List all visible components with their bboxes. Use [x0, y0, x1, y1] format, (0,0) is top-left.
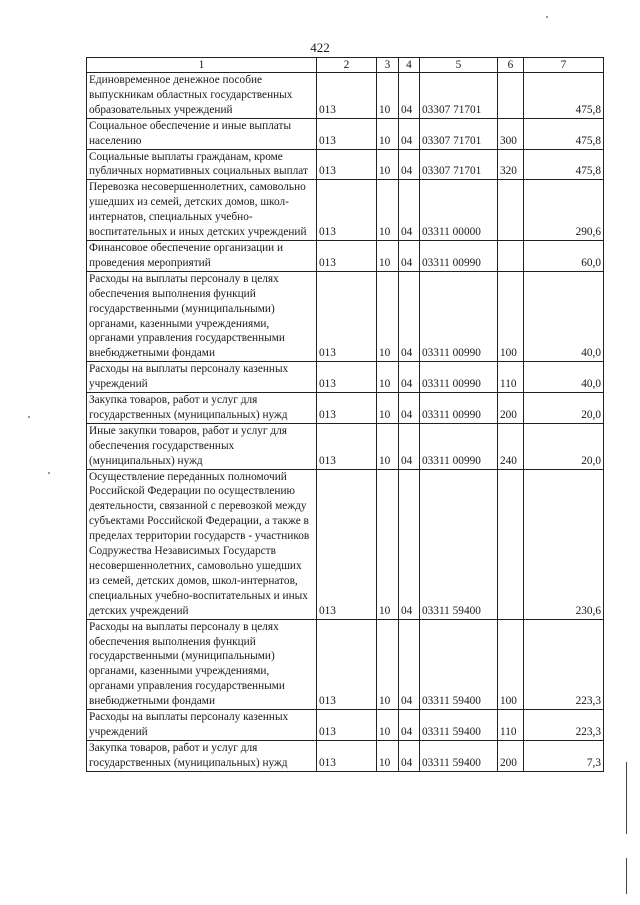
row-section-cell: 10 — [377, 149, 399, 180]
table-row — [87, 469, 604, 619]
row-type-cell: 200 — [498, 740, 524, 771]
table-row — [87, 240, 604, 271]
row-subsection-cell: 04 — [399, 740, 420, 771]
row-type-cell: 100 — [498, 271, 524, 361]
row-name-cell: Расходы на выплаты персоналу казенных учреждений — [87, 710, 317, 741]
row-section-cell: 10 — [377, 423, 399, 469]
row-section-cell: 10 — [377, 619, 399, 709]
table-row — [87, 740, 604, 771]
row-name-cell: Осуществление переданных полномочий Российской Федерации по осуществлению деятельности, связанной с перевозкой между субъектами Российской Федерации, а также в пределах территории государств - участников Содружества Независимых Государств несовершеннолетних, самовольно ушедших из семей, детских домов, школ-интернатов, специальных учебно-воспитательных и иных детских учреждений — [87, 469, 317, 619]
row-sum-cell: 40,0 — [524, 362, 604, 393]
row-sum-cell: 475,8 — [524, 73, 604, 119]
row-subsection-cell: 04 — [399, 619, 420, 709]
row-section-cell: 10 — [377, 393, 399, 424]
scan-margin-mark — [626, 858, 627, 894]
row-type-cell: 240 — [498, 423, 524, 469]
row-code-cell: 013 — [317, 271, 377, 361]
row-name-cell: Расходы на выплаты персоналу казенных учреждений — [87, 362, 317, 393]
table-row — [87, 180, 604, 241]
row-code-cell: 013 — [317, 710, 377, 741]
row-sum-cell: 60,0 — [524, 240, 604, 271]
table-row — [87, 271, 604, 361]
row-type-cell — [498, 469, 524, 619]
header-cell: 6 — [498, 58, 524, 73]
row-type-cell — [498, 240, 524, 271]
row-name-cell: Перевозка несовершеннолетних, самовольно ушедших из семей, детских домов, школ-интернатов, специальных учебно-воспитательных и иных детских учреждений — [87, 180, 317, 241]
row-type-cell: 300 — [498, 118, 524, 149]
row-name-cell: Закупка товаров, работ и услуг для государственных (муниципальных) нужд — [87, 393, 317, 424]
row-type-cell: 320 — [498, 149, 524, 180]
row-target-cell: 03311 00990 — [420, 423, 498, 469]
row-code-cell: 013 — [317, 469, 377, 619]
row-code-cell: 013 — [317, 149, 377, 180]
row-sum-cell: 20,0 — [524, 393, 604, 424]
row-name-cell: Расходы на выплаты персоналу в целях обеспечения выполнения функций государственными (муниципальными) органами, казенными учреждениями, органами управления государственными внебюджетными фондами — [87, 271, 317, 361]
row-sum-cell: 40,0 — [524, 271, 604, 361]
row-type-cell — [498, 180, 524, 241]
row-target-cell: 03307 71701 — [420, 73, 498, 119]
row-type-cell: 110 — [498, 362, 524, 393]
table-row — [87, 423, 604, 469]
table-row — [87, 710, 604, 741]
budget-table — [86, 57, 604, 772]
table-header-row — [87, 58, 604, 73]
scan-margin-mark — [626, 762, 627, 834]
row-type-cell: 200 — [498, 393, 524, 424]
scan-speck — [28, 416, 30, 418]
row-type-cell: 100 — [498, 619, 524, 709]
row-section-cell: 10 — [377, 271, 399, 361]
row-subsection-cell: 04 — [399, 240, 420, 271]
row-code-cell: 013 — [317, 118, 377, 149]
row-subsection-cell: 04 — [399, 271, 420, 361]
row-subsection-cell: 04 — [399, 180, 420, 241]
row-section-cell: 10 — [377, 118, 399, 149]
row-code-cell: 013 — [317, 73, 377, 119]
row-sum-cell: 20,0 — [524, 423, 604, 469]
row-target-cell: 03311 00990 — [420, 271, 498, 361]
page-number: 422 — [310, 40, 330, 55]
row-target-cell: 03307 71701 — [420, 149, 498, 180]
row-type-cell — [498, 73, 524, 119]
row-name-cell: Финансовое обеспечение организации и проведения мероприятий — [87, 240, 317, 271]
table-row — [87, 118, 604, 149]
row-code-cell: 013 — [317, 393, 377, 424]
row-target-cell: 03311 59400 — [420, 740, 498, 771]
row-name-cell: Социальное обеспечение и иные выплаты населению — [87, 118, 317, 149]
table-row — [87, 362, 604, 393]
row-sum-cell: 290,6 — [524, 180, 604, 241]
row-section-cell: 10 — [377, 180, 399, 241]
scan-speck — [546, 16, 548, 18]
row-name-cell: Расходы на выплаты персоналу в целях обеспечения выполнения функций государственными (муниципальными) органами, казенными учреждениями, органами управления государственными внебюджетными фондами — [87, 619, 317, 709]
row-section-cell: 10 — [377, 469, 399, 619]
row-target-cell: 03311 59400 — [420, 619, 498, 709]
header-cell: 3 — [377, 58, 399, 73]
table-row — [87, 149, 604, 180]
row-target-cell: 03311 00000 — [420, 180, 498, 241]
row-sum-cell: 7,3 — [524, 740, 604, 771]
row-sum-cell: 475,8 — [524, 118, 604, 149]
row-section-cell: 10 — [377, 240, 399, 271]
header-cell: 7 — [524, 58, 604, 73]
row-code-cell: 013 — [317, 362, 377, 393]
scan-speck — [48, 472, 50, 474]
row-section-cell: 10 — [377, 740, 399, 771]
header-cell: 2 — [317, 58, 377, 73]
row-subsection-cell: 04 — [399, 393, 420, 424]
row-target-cell: 03307 71701 — [420, 118, 498, 149]
table-row — [87, 393, 604, 424]
row-target-cell: 03311 59400 — [420, 469, 498, 619]
row-type-cell: 110 — [498, 710, 524, 741]
row-target-cell: 03311 00990 — [420, 393, 498, 424]
row-subsection-cell: 04 — [399, 469, 420, 619]
row-subsection-cell: 04 — [399, 149, 420, 180]
table-row — [87, 619, 604, 709]
row-name-cell: Закупка товаров, работ и услуг для государственных (муниципальных) нужд — [87, 740, 317, 771]
row-name-cell: Единовременное денежное пособие выпускникам областных государственных образовательных учреждений — [87, 73, 317, 119]
row-code-cell: 013 — [317, 240, 377, 271]
row-subsection-cell: 04 — [399, 710, 420, 741]
row-sum-cell: 475,8 — [524, 149, 604, 180]
header-cell: 5 — [420, 58, 498, 73]
row-section-cell: 10 — [377, 362, 399, 393]
row-target-cell: 03311 00990 — [420, 240, 498, 271]
row-code-cell: 013 — [317, 180, 377, 241]
row-name-cell: Социальные выплаты гражданам, кроме публичных нормативных социальных выплат — [87, 149, 317, 180]
row-subsection-cell: 04 — [399, 73, 420, 119]
row-section-cell: 10 — [377, 710, 399, 741]
header-cell: 4 — [399, 58, 420, 73]
row-sum-cell: 223,3 — [524, 710, 604, 741]
row-target-cell: 03311 59400 — [420, 710, 498, 741]
row-code-cell: 013 — [317, 423, 377, 469]
row-code-cell: 013 — [317, 619, 377, 709]
row-section-cell: 10 — [377, 73, 399, 119]
row-code-cell: 013 — [317, 740, 377, 771]
row-subsection-cell: 04 — [399, 362, 420, 393]
row-target-cell: 03311 00990 — [420, 362, 498, 393]
row-subsection-cell: 04 — [399, 423, 420, 469]
row-subsection-cell: 04 — [399, 118, 420, 149]
header-cell: 1 — [87, 58, 317, 73]
table-row — [87, 73, 604, 119]
row-name-cell: Иные закупки товаров, работ и услуг для обеспечения государственных (муниципальных) нужд — [87, 423, 317, 469]
row-sum-cell: 230,6 — [524, 469, 604, 619]
row-sum-cell: 223,3 — [524, 619, 604, 709]
